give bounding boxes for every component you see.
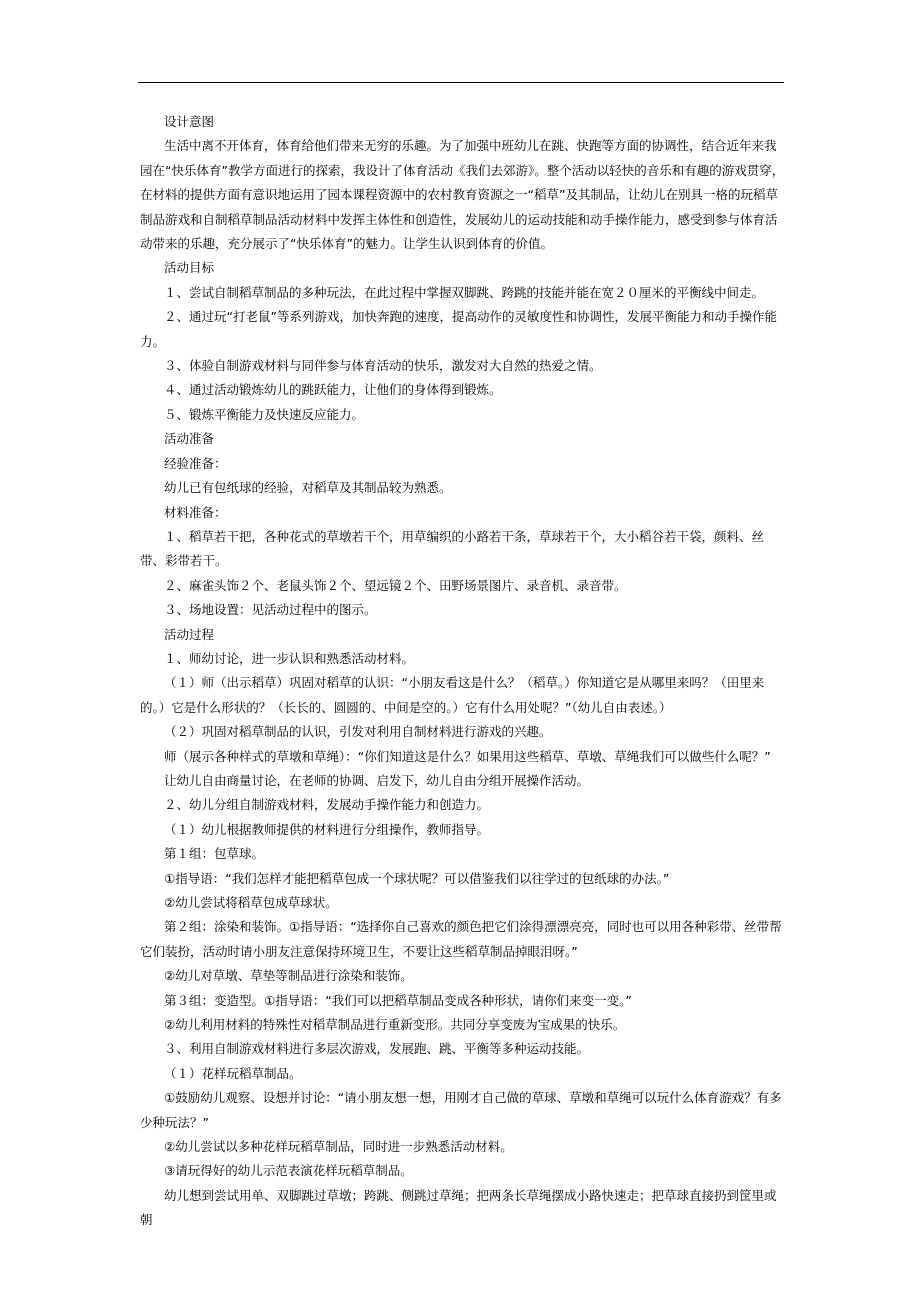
paragraph: ③请玩得好的幼儿示范表演花样玩稻草制品。 [164,1163,413,1179]
paragraph: ②幼儿对草墩、草垫等制品进行涂染和装饰。 [164,968,413,984]
paragraph: 师（展示各种样式的草墩和草绳）：“你们知道这是什么？如果用这些稻草、草墩、草绳我们可以做些什么呢？” [164,748,771,764]
paragraph: 活动准备 [164,431,215,447]
paragraph: 生活中离不开体育，体育给他们带来无穷的乐趣。为了加强中班幼儿在跳、快跑等方面的协调性，结合近年来我园在“快乐体育”教学方面进行的探索，我设计了体育活动《我们去郊游》。整个活动以轻快的音乐和有趣的游戏贯穿，在材料的提供方面有意识地运用了园本课程资源中的农村教育资源之一“稻草”及其制品，让幼儿在别具一格的玩稻草制品游戏和自制稻草制品活动材料中发挥主体性和创造性，发展幼儿的运动技能和动手操作能力，感受到参与体育活动带来的乐趣，充分展示了“快乐体育”的魅力。让学生认识到体育的价值。 [140,138,785,252]
paragraph: 活动过程 [164,626,215,642]
paragraph: 设计意图 [164,114,215,129]
paragraph: ２、幼儿分组自制游戏材料，发展动手操作能力和创造力。 [164,797,490,813]
paragraph: ５、锻炼平衡能力及快速反应能力。 [164,406,365,422]
paragraph: （２）巩固对稻草制品的认识，引发对利用自制材料进行游戏的兴趣。 [164,724,552,740]
header-rule [138,82,784,83]
paragraph: ２、通过玩“打老鼠”等系列游戏，加快奔跑的速度，提高动作的灵敏度性和协调性，发展平衡能力和动手操作能力。 [140,309,777,349]
paragraph: 让幼儿自由商量讨论，在老师的协调、启发下，幼儿自由分组开展操作活动。 [164,772,590,788]
paragraph: ３、利用自制游戏材料进行多层次游戏，发展跑、跳、平衡等多种运动技能。 [164,1041,590,1057]
paragraph: 幼儿想到尝试用单、双脚跳过草墩；跨跳、侧跳过草绳；把两条长草绳摆成小路快速走；把草球直接扔到筐里或朝 [140,1187,777,1228]
paragraph: 幼儿已有包纸球的经验，对稻草及其制品较为熟悉。 [164,480,452,496]
paragraph: １、稻草若干把，各种花式的草墩若干个，用草编织的小路若干条，草球若干个，大小稻谷若干袋，颜料、丝带、彩带若干。 [140,528,765,569]
paragraph: １、尝试自制稻草制品的多种玩法，在此过程中掌握双脚跳、跨跳的技能并能在宽２０厘米的平衡线中间走。 [164,284,765,300]
paragraph: ②幼儿尝试将稻草包成草球状。 [164,895,338,910]
paragraph: （１）花样玩稻草制品。 [164,1065,302,1081]
paragraph: （１）幼儿根据教师提供的材料进行分组操作，教师指导。 [164,821,490,837]
paragraph: 第１组：包草球。 [164,846,265,862]
paragraph: 经验准备： [164,455,227,471]
paragraph: ３、场地设置：见活动过程中的图示。 [164,602,377,618]
paragraph: ３、体验自制游戏材料与同伴参与体育活动的快乐，激发对大自然的热爱之情。 [164,358,602,374]
paragraph: 活动目标 [164,260,215,276]
paragraph: 材料准备： [164,504,227,520]
document-body [140,110,788,1233]
paragraph: 第３组：变造型。①指导语：“我们可以把稻草制品变成各种形状，请你们来变一变。” [164,992,632,1008]
paragraph: 第２组：涂染和装饰。①指导语：“选择你自己喜欢的颜色把它们涂得漂漂亮亮，同时也可以用各种彩带、丝带帮它们装扮，活动时请小朋友注意保持环境卫生，不要让这些稻草制品掉眼泪呀。” [140,919,782,959]
paragraph: ②幼儿尝试以多种花样玩稻草制品，同时进一步熟悉活动材料。 [164,1139,513,1155]
paragraph: ①指导语：“我们怎样才能把稻草包成一个球状呢？可以借鉴我们以往学过的包纸球的办法。” [164,870,670,886]
paragraph: ２、麻雀头饰２个、老鼠头饰２个、望远镜２个、田野场景图片、录音机、录音带。 [164,577,627,593]
paragraph: ①鼓励幼儿观察、设想并讨论：“请小朋友想一想，用刚才自己做的草球、草墩和草绳可以玩什么体育游戏？有多少种玩法？” [140,1090,782,1130]
paragraph: ②幼儿利用材料的特殊性对稻草制品进行重新变形。共同分享变废为宝成果的快乐。 [164,1017,626,1033]
paragraph: ４、通过活动锻炼幼儿的跳跃能力，让他们的身体得到锻炼。 [164,382,502,398]
paragraph: （１）师（出示稻草）巩固对稻草的认识：“小朋友看这是什么？（稻草。）你知道它是从哪里来吗？（田里来的。）它是什么形状的？（长长的、圆圆的、中间是空的。）它有什么用处呢？”（幼儿自由表述。） [140,675,765,715]
paragraph: １、师幼讨论，进一步认识和熟悉活动材料。 [164,650,415,666]
